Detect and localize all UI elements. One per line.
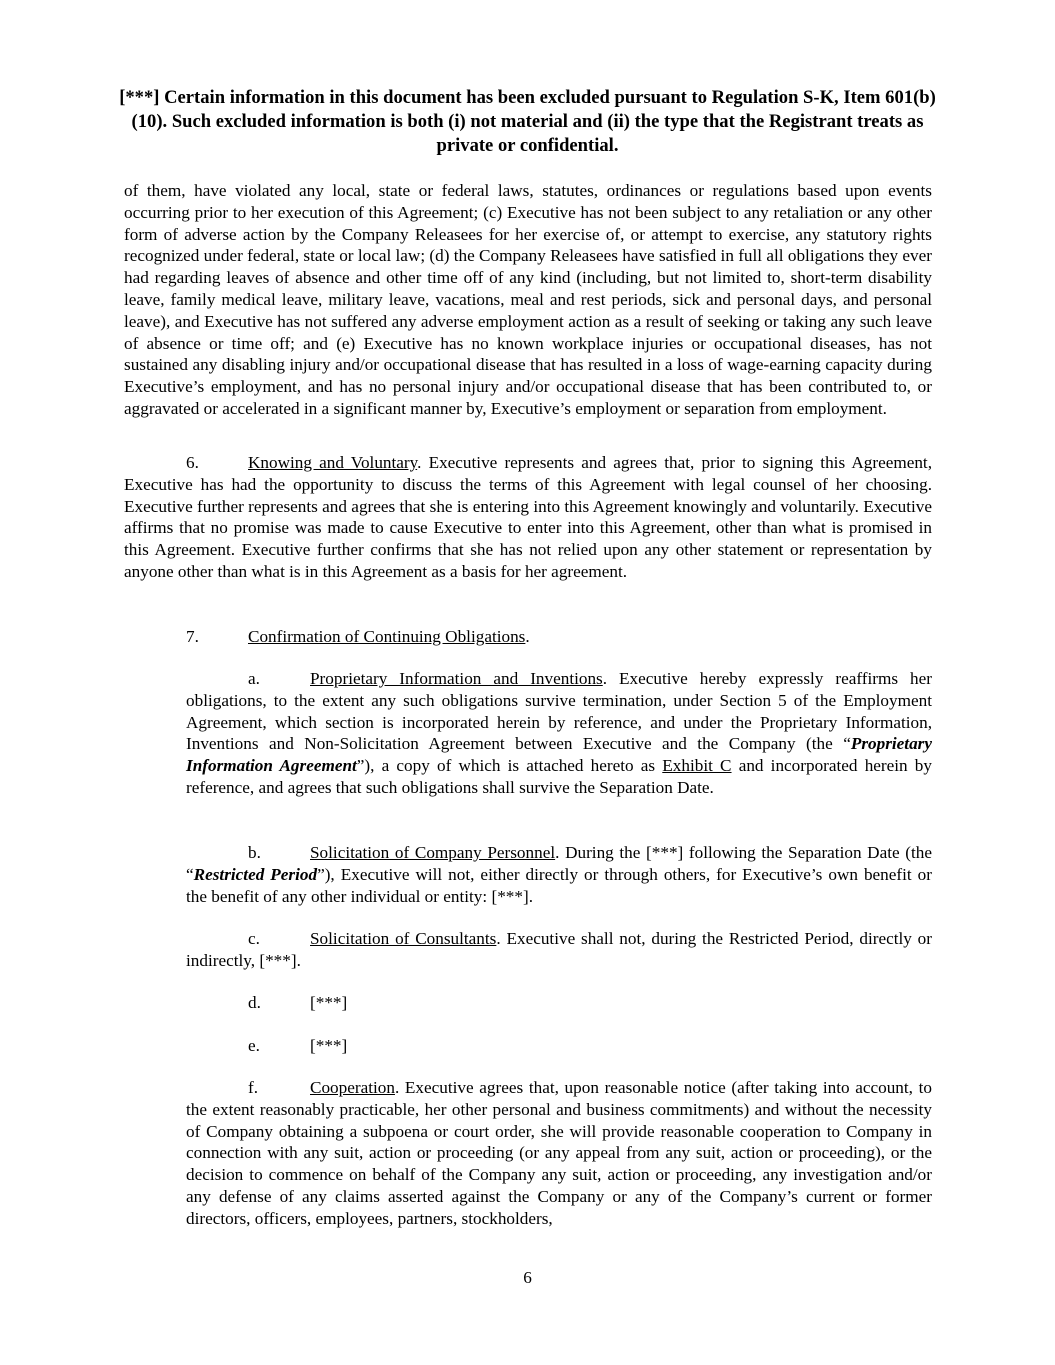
exhibit-c-reference: Exhibit C: [662, 756, 732, 776]
item-c-label: c.: [248, 929, 260, 948]
item-c-text: . Executive shall not, during the Restricted Period, directly or indirectly, [***].: [186, 929, 932, 970]
item-f-text: . Executive agrees that, upon reasonable notice (after taking into account, to the extent reasonably practicable, her other personal and business commitments) and without the necessity of Company obtaining a subpoena or court order, she will provide reasonable cooperation to Company in connection with any suit, action or proceeding (or any appeal from any suit, action or proceeding), or the decision to commence on behalf of the Company any suit, action or proceeding, any investigation and/or any defense of any claims asserted against the Company or any of the Company’s current or former directors, officers, employees, partners, stockholders,: [186, 1078, 932, 1228]
item-a-heading: Proprietary Information and Inventions: [310, 669, 603, 688]
item-b-label: b.: [248, 843, 261, 862]
item-d-label: d.: [248, 993, 261, 1012]
section-6-heading: Knowing and Voluntary: [248, 453, 418, 472]
item-a-text-1: . Executive hereby expressly reaffirms her obligations, to the extent any such obligations survive termination, under Section 5 of the Employment Agreement, which section is incorporated herein by reference, and under the Proprietary Information, Inventions and Non-Solicitation Agreement between Executive and the Company (the “: [186, 669, 932, 754]
item-b-text-2: ”), Executive will not, either directly or through others, for Executive’s own benefit or the benefit of any other individual or entity: [***].: [186, 864, 932, 906]
item-c-heading: Solicitation of Consultants: [310, 929, 497, 948]
section-7-line: [186, 626, 530, 648]
section-6-text: . Executive represents and agrees that, prior to signing this Agreement, Executive has had the opportunity to discuss the terms of this Agreement with legal counsel of her choosing. Executive further represents and agrees that she is entering into this Agreement knowingly and voluntarily. Executive affirms that no promise was made to cause Executive to enter into this Agreement, other than what is promised in this Agreement. Executive further confirms that she has not relied upon any other statement or representation by anyone other than what is in this Agreement as a basis for her agreement.: [124, 453, 932, 581]
item-c-paragraph: [186, 928, 932, 972]
item-b-heading: Solicitation of Company Personnel: [310, 843, 556, 862]
item-f-heading: Cooperation: [310, 1078, 395, 1097]
section-6-paragraph: [124, 452, 932, 583]
item-a-defined-term: Proprietary Information Agreement: [186, 734, 932, 776]
continuation-paragraph: of them, have violated any local, state or federal laws, statutes, ordinances or regulations based upon events occurring prior to her execution of this Agreement; (c) Executive has not been subject to any retaliation or any other form of adverse action by the Company Releasees for her exercise of, or attempt to exercise, any statutory rights recognized under federal, state or local law; (d) the Company Releasees have satisfied in full all obligations they ever had regarding leaves of absence and other time off of any kind (including, but not limited to, short-term disability leave, family medical leave, military leave, vacations, meal and rest periods, sick and personal days, and personal leave), and Executive has not suffered any adverse employment action as a result of seeking or taking any such leave of absence or time off; and (e) Executive has no known workplace injuries or occupational diseases, has not sustained any disabling injury and/or occupational disease that has resulted in a loss of wage-earning capacity during Executive’s employment, and has no personal injury and/or occupational disease that has been contributed to, or aggravated or accelerated in a significant manner by, Executive’s employment or separation from employment.: [124, 181, 932, 418]
item-f-paragraph: [186, 1077, 932, 1230]
section-7-number: 7.: [186, 627, 199, 646]
item-a-text-2: ”), a copy of which is attached hereto as: [356, 756, 663, 776]
item-e-text: [***]: [310, 1036, 348, 1055]
section-7-heading: Confirmation of Continuing Obligations: [248, 627, 526, 646]
item-a-label: a.: [248, 669, 260, 688]
section-7-period: .: [525, 627, 530, 646]
item-e-label: e.: [248, 1036, 260, 1055]
item-d-text: [***]: [310, 993, 348, 1012]
item-b-defined-term: Restricted Period: [193, 864, 318, 884]
redaction-notice-header: [***] Certain information in this document has been excluded pursuant to Regulation S-K, Item 601(b)(10). Such excluded information is both (i) not material and (ii) the type that the Registrant treats as private or confidential.: [119, 87, 936, 156]
item-f-label: f.: [248, 1078, 259, 1097]
item-b-text-1: . During the [***] following the Separation Date (the “: [186, 843, 932, 884]
item-b-paragraph: [186, 842, 932, 907]
page-number: 6: [523, 1268, 532, 1287]
item-a-paragraph: [186, 668, 932, 799]
item-a-text-3: and incorporated herein by reference, and agrees that such obligations shall survive the Separation Date.: [186, 756, 932, 797]
section-6-number: 6.: [186, 453, 199, 472]
